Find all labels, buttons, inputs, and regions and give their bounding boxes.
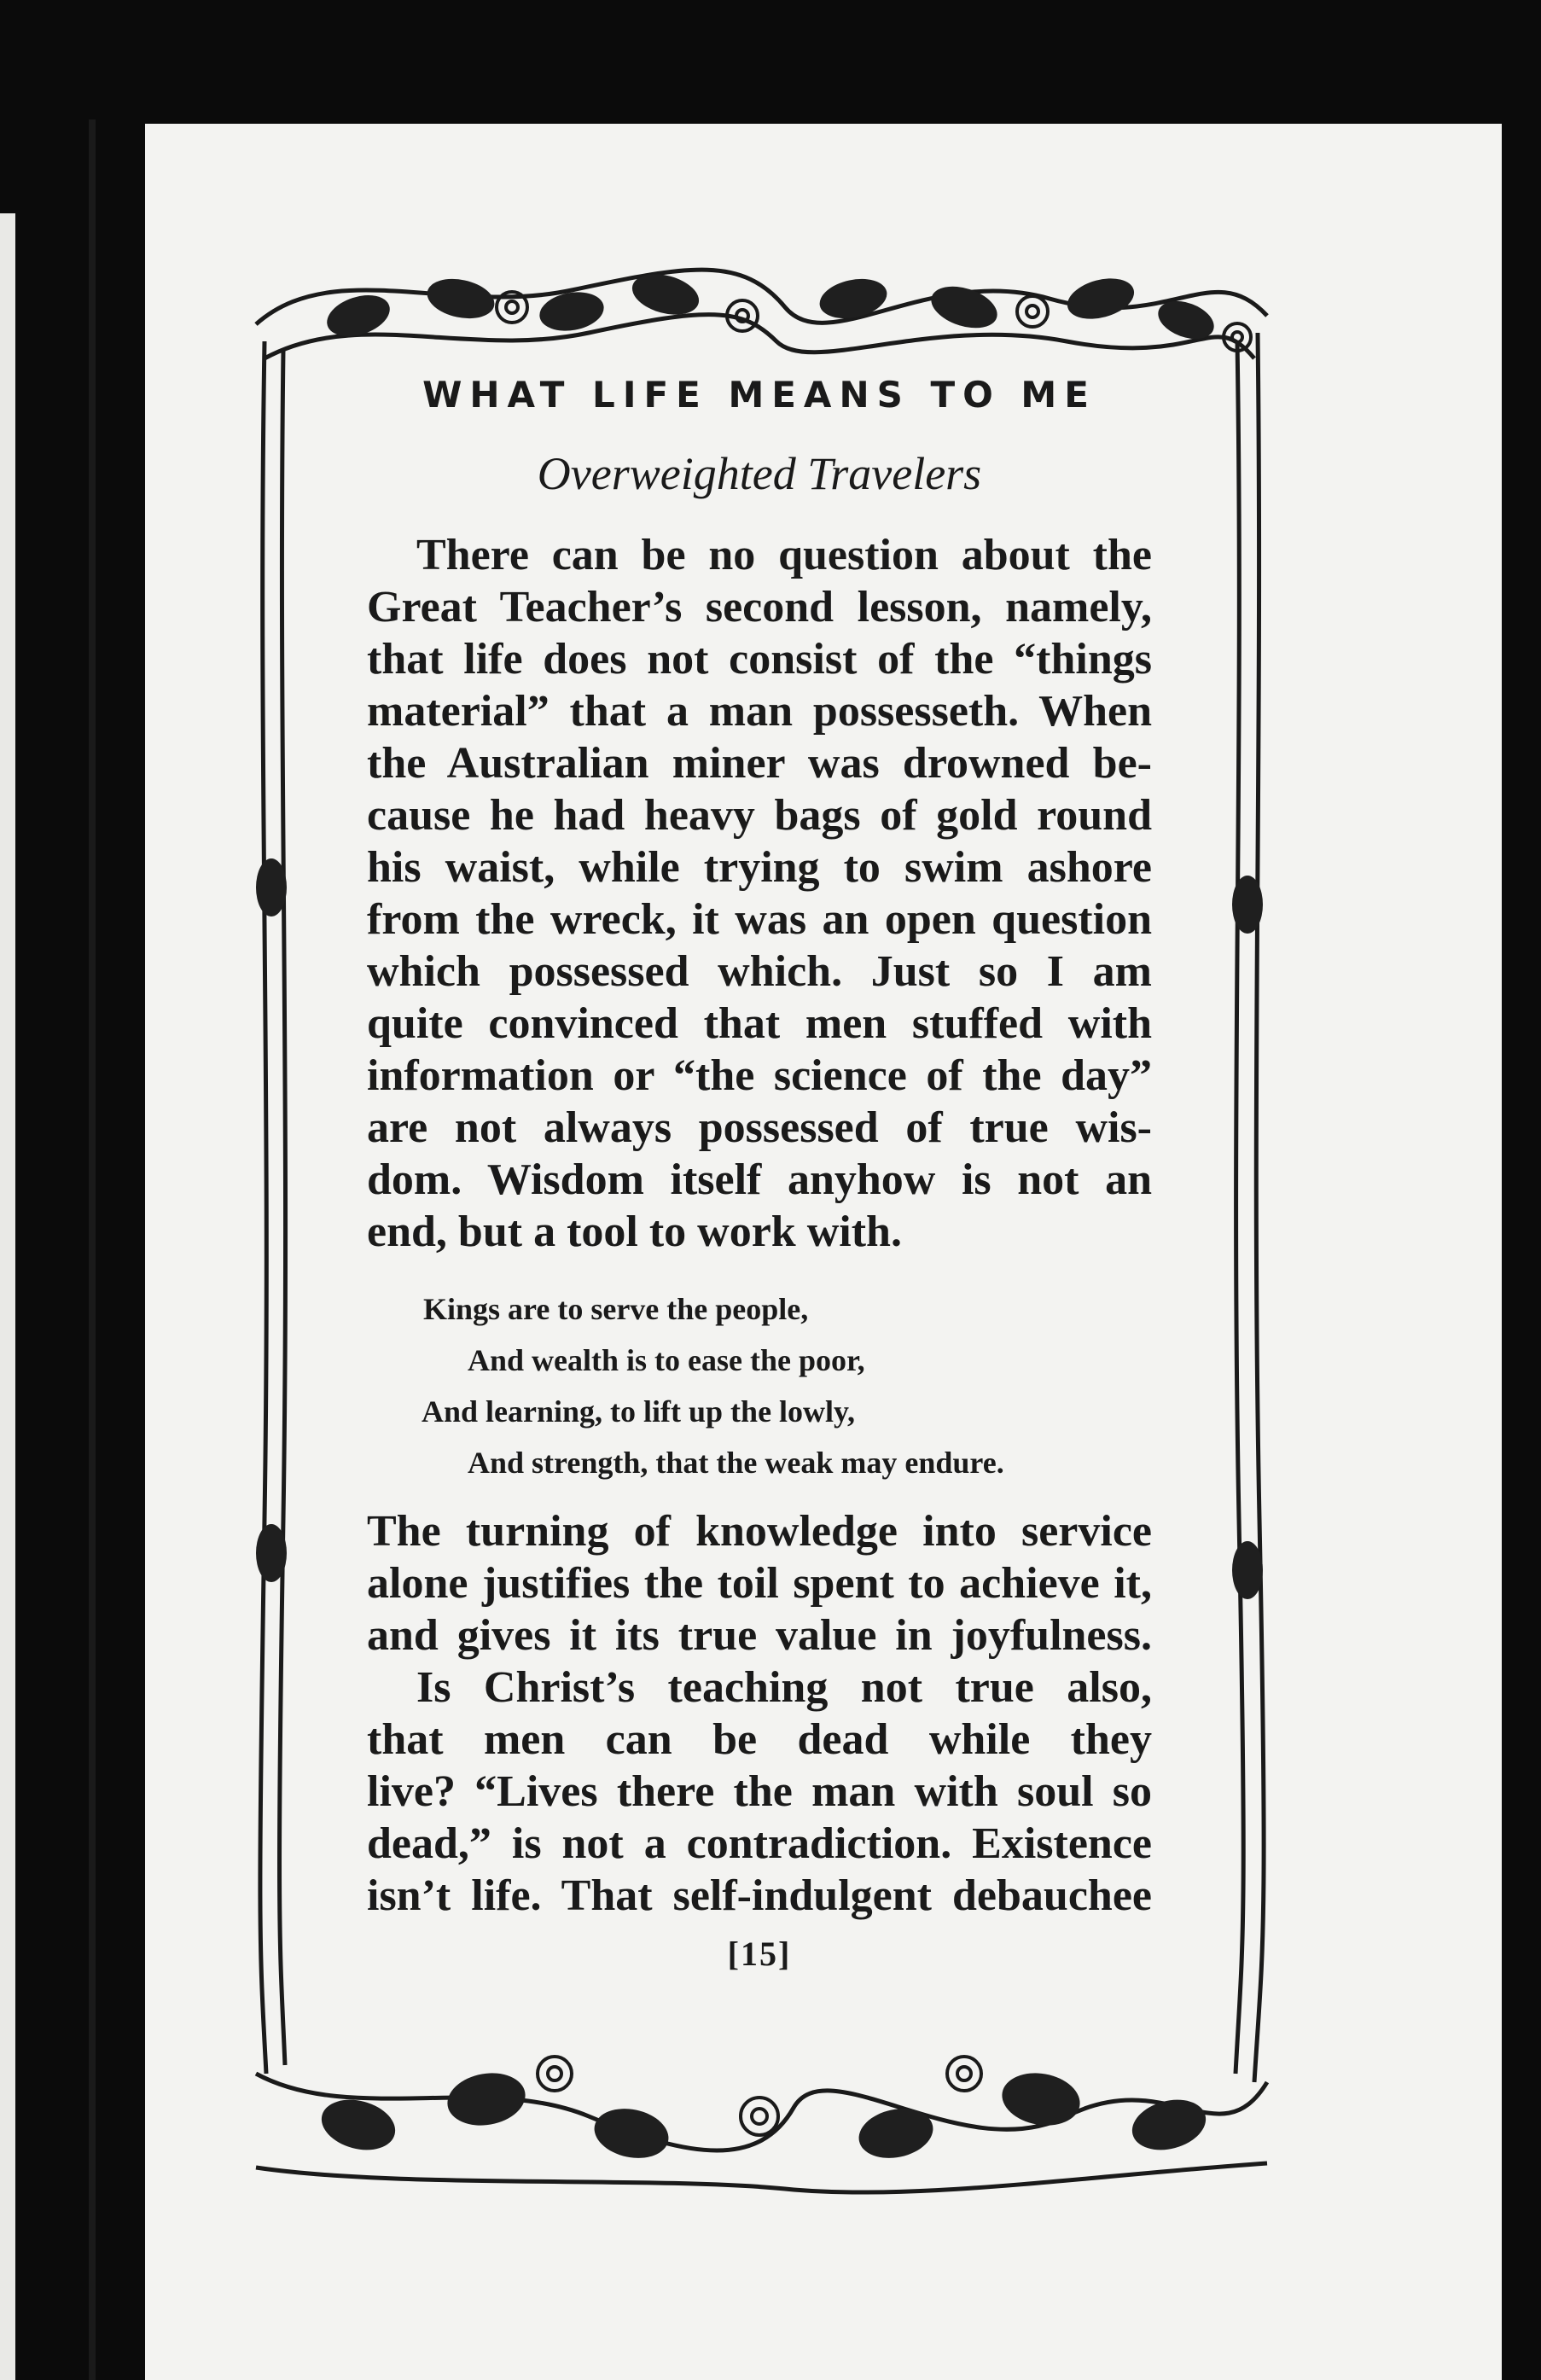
page-content <box>367 367 1152 1974</box>
text-line: that men can be dead while they <box>367 1715 1152 1764</box>
verse-line: And learning, to lift up the lowly, <box>422 1394 856 1429</box>
text-line: Is Christ’s teaching not true also, <box>416 1663 1152 1712</box>
text-line: cause he had heavy bags of gold round <box>367 791 1152 840</box>
text-line: information or “the science of the day” <box>367 1051 1152 1100</box>
text-line: that life does not consist of the “things <box>367 635 1152 684</box>
text-line: from the wreck, it was an open question <box>367 895 1152 944</box>
text-line: the Australian miner was drowned be- <box>367 739 1152 788</box>
text-line: isn’t life. That self-indulgent debauchee <box>367 1871 1152 1920</box>
text-line: quite convinced that men stuffed with <box>367 999 1152 1048</box>
text-line: his waist, while trying to swim ashore <box>367 843 1152 892</box>
running-head: WHAT LIFE MEANS TO ME <box>422 374 1096 416</box>
text-line: dom. Wisdom itself anyhow is not an <box>367 1155 1152 1204</box>
text-line: dead,” is not a contradiction. Existence <box>367 1819 1152 1868</box>
text-line: alone justifies the toil spent to achieve it, <box>367 1559 1152 1608</box>
verse-stanza <box>367 1283 1152 1488</box>
text-line: There can be no question about the <box>416 531 1152 579</box>
verse-line: Kings are to serve the people, <box>423 1292 809 1326</box>
text-line: material” that a man possesseth. When <box>367 687 1152 736</box>
verse-line: And wealth is to ease the poor, <box>468 1343 865 1377</box>
paragraph-2 <box>367 1505 1152 1661</box>
text-line: live? “Lives there the man with soul so <box>367 1767 1152 1816</box>
paragraph-1 <box>367 529 1152 1258</box>
text-line: Great Teacher’s second lesson, namely, <box>367 583 1152 631</box>
text-line: which possessed which. Just so I am <box>367 947 1152 996</box>
paragraph-3 <box>367 1661 1152 1922</box>
facing-page-edge <box>0 213 15 2380</box>
section-title: Overweighted Travelers <box>537 448 982 499</box>
text-line: are not always possessed of true wis- <box>367 1103 1152 1152</box>
text-line: end, but a tool to work with. <box>367 1207 902 1256</box>
verse-line: And strength, that the weak may endure. <box>468 1446 1004 1480</box>
text-line: and gives it its true value in joyfulness. <box>367 1611 1152 1660</box>
page-number: [15] <box>727 1935 792 1973</box>
book-spine-line <box>89 119 96 2380</box>
text-line: The turning of knowledge into service <box>367 1507 1152 1556</box>
